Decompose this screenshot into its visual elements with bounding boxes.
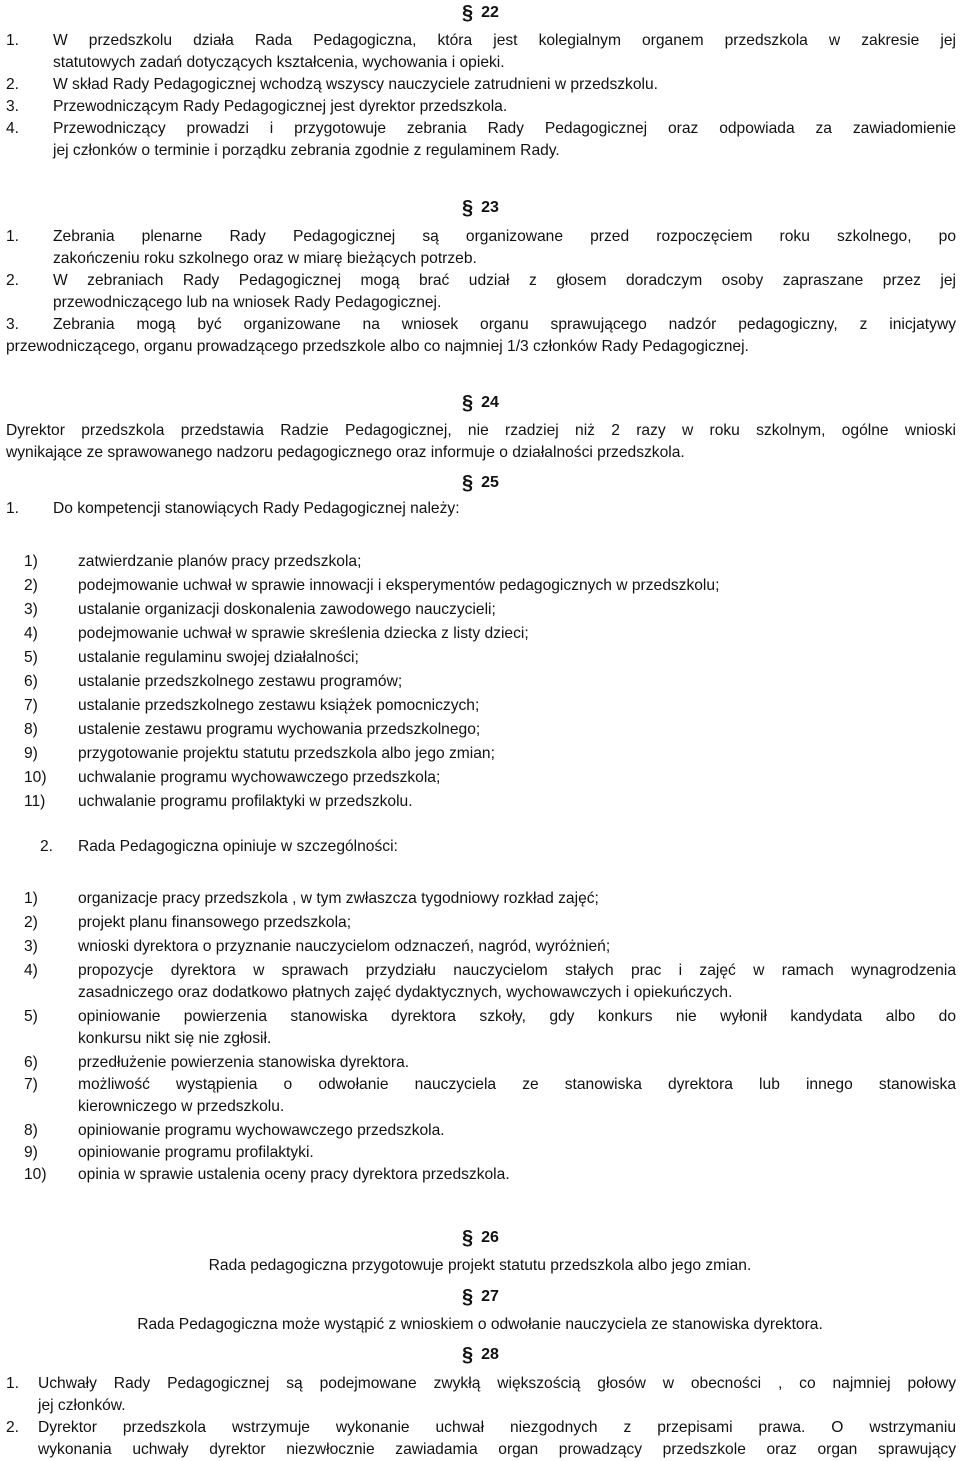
s23-item-3-line-1: Zebrania mogą być organizowane na wniosek organu sprawującego nadzór pedagogiczny, z inicjatywy bbox=[53, 316, 956, 333]
competence-item-number: 7) bbox=[24, 697, 38, 714]
s22-item-4-line-1: Przewodniczący prowadzi i przygotowuje zebrania Rady Pedagogicznej oraz odpowiada za zawiadomienie bbox=[53, 120, 956, 137]
opinion-item-line: możliwość wystąpienia o odwołanie nauczyciela ze stanowiska dyrektora lub innego stanowiska bbox=[78, 1076, 956, 1093]
competence-item-number: 2) bbox=[24, 577, 38, 594]
section-26-heading: § 26 bbox=[462, 1227, 499, 1249]
opinion-item-number: 4) bbox=[24, 962, 38, 979]
s28-item-2-line-2: wykonania uchwały dyrektor niezwłocznie zawiadamia organ prowadzący przedszkole oraz organ sprawujący bbox=[38, 1441, 956, 1458]
competence-item-number: 5) bbox=[24, 649, 38, 666]
s28-item-1-line-1: Uchwały Rady Pedagogicznej są podejmowane zwykłą większością głosów w obecności , co najmniej połowy bbox=[38, 1375, 956, 1392]
competence-item-number: 1) bbox=[24, 553, 38, 570]
s23-item-2-line-1: W zebraniach Rady Pedagogicznej mogą brać udział z głosem doradczym osoby zapraszane przez jej bbox=[53, 272, 956, 289]
competence-item-number: 10) bbox=[24, 769, 47, 786]
s22-item-4-line-2: jej członków o terminie i porządku zebrania zgodnie z regulaminem Rady. bbox=[53, 142, 560, 159]
s24-line-1: Dyrektor przedszkola przedstawia Radzie Pedagogicznej, nie rzadziej niż 2 razy w roku szkolnym, ogólne wnioski bbox=[6, 422, 956, 439]
opinion-item-number: 8) bbox=[24, 1122, 38, 1139]
opinion-item-line: przedłużenie powierzenia stanowiska dyrektora. bbox=[78, 1054, 410, 1071]
section-22-heading: § 22 bbox=[462, 2, 499, 24]
competence-item-text: uchwalanie programu profilaktyki w przedszkolu. bbox=[78, 793, 413, 810]
s22-item-1-line-2: statutowych zadań dotyczących kształcenia, wychowania i opieki. bbox=[53, 54, 505, 71]
s25-intro1-number: 1. bbox=[6, 500, 20, 517]
opinion-item-line: opiniowanie powierzenia stanowiska dyrektora szkoły, gdy konkurs nie wyłonił kandydata albo do bbox=[78, 1008, 956, 1025]
s23-item-2-number: 2. bbox=[6, 272, 20, 289]
section-24-heading: § 24 bbox=[462, 392, 499, 414]
s22-item-4-number: 4. bbox=[6, 120, 20, 137]
competence-item-text: ustalanie przedszkolnego zestawu programów; bbox=[78, 673, 403, 690]
opinion-item-line: zasadniczego oraz dodatkowo płatnych zajęć dydaktycznych, wychowawczych i opiekuńczych. bbox=[78, 984, 733, 1001]
s28-item-2-number: 2. bbox=[6, 1419, 20, 1436]
competence-item-text: podejmowanie uchwał w sprawie skreślenia dziecka z listy dzieci; bbox=[78, 625, 529, 642]
competence-item-text: przygotowanie projektu statutu przedszkola albo jego zmian; bbox=[78, 745, 495, 762]
s22-item-1-number: 1. bbox=[6, 32, 20, 49]
s22-item-1-line-1: W przedszkolu działa Rada Pedagogiczna, która jest kolegialnym organem przedszkola w zakresie jej bbox=[53, 32, 956, 49]
s28-item-1-line-2: jej członków. bbox=[38, 1397, 126, 1414]
section-28-heading: § 28 bbox=[462, 1344, 499, 1366]
opinion-item-number: 3) bbox=[24, 938, 38, 955]
competence-item-text: ustalanie przedszkolnego zestawu książek pomocniczych; bbox=[78, 697, 480, 714]
s23-item-1-line-2: zakończeniu roku szkolnego oraz w miarę bieżących potrzeb. bbox=[53, 250, 477, 267]
s25-intro1-text: Do kompetencji stanowiących Rady Pedagogicznej należy: bbox=[53, 500, 460, 517]
s23-item-3-line-2: przewodniczącego, organu prowadzącego przedszkole albo co najmniej 1/3 członków Rady Pedagogicznej. bbox=[6, 338, 749, 355]
competence-item-text: podejmowanie uchwał w sprawie innowacji i eksperymentów pedagogicznych w przedszkolu; bbox=[78, 577, 720, 594]
opinion-item-line: opiniowanie programu profilaktyki. bbox=[78, 1144, 314, 1161]
s23-item-2-line-2: przewodniczącego lub na wniosek Rady Pedagogicznej. bbox=[53, 294, 442, 311]
opinion-item-line: wnioski dyrektora o przyznanie nauczycielom odznaczeń, nagród, wyróżnień; bbox=[78, 938, 611, 955]
opinion-item-number: 7) bbox=[24, 1076, 38, 1093]
opinion-item-line: opiniowanie programu wychowawczego przedszkola. bbox=[78, 1122, 445, 1139]
competence-item-text: ustalenie zestawu programu wychowania przedszkolnego; bbox=[78, 721, 481, 738]
opinion-item-line: organizacje pracy przedszkola , w tym zwłaszcza tygodniowy rozkład zajęć; bbox=[78, 890, 599, 907]
opinion-item-number: 5) bbox=[24, 1008, 38, 1025]
opinion-item-line: konkursu nikt się nie zgłosił. bbox=[78, 1030, 272, 1047]
opinion-item-number: 1) bbox=[24, 890, 38, 907]
s25-intro2-text: Rada Pedagogiczna opiniuje w szczególności: bbox=[78, 838, 398, 855]
s23-item-1-line-1: Zebrania plenarne Rady Pedagogicznej są organizowane przed rozpoczęciem roku szkolnego, po bbox=[53, 228, 956, 245]
competence-item-number: 6) bbox=[24, 673, 38, 690]
s28-item-1-number: 1. bbox=[6, 1375, 20, 1392]
competence-item-text: ustalanie regulaminu swojej działalności; bbox=[78, 649, 359, 666]
opinion-item-line: opinia w sprawie ustalenia oceny pracy dyrektora przedszkola. bbox=[78, 1166, 510, 1183]
competence-item-text: uchwalanie programu wychowawczego przedszkola; bbox=[78, 769, 441, 786]
competence-item-text: zatwierdzanie planów pracy przedszkola; bbox=[78, 553, 362, 570]
s23-item-3-number: 3. bbox=[6, 316, 20, 333]
competence-item-number: 8) bbox=[24, 721, 38, 738]
s22-item-3-number: 3. bbox=[6, 98, 20, 115]
competence-item-number: 9) bbox=[24, 745, 38, 762]
opinion-item-number: 10) bbox=[24, 1166, 47, 1183]
s23-item-1-number: 1. bbox=[6, 228, 20, 245]
s26-text: Rada pedagogiczna przygotowuje projekt statutu przedszkola albo jego zmian. bbox=[208, 1257, 752, 1274]
s22-item-2-line-1: W skład Rady Pedagogicznej wchodzą wszyscy nauczyciele zatrudnieni w przedszkolu. bbox=[53, 76, 658, 93]
competence-item-text: ustalanie organizacji doskonalenia zawodowego nauczycieli; bbox=[78, 601, 496, 618]
section-23-heading: § 23 bbox=[462, 197, 499, 219]
opinion-item-line: kierowniczego w przedszkolu. bbox=[78, 1098, 285, 1115]
opinion-item-number: 2) bbox=[24, 914, 38, 931]
opinion-item-line: projekt planu finansowego przedszkola; bbox=[78, 914, 352, 931]
section-27-heading: § 27 bbox=[462, 1286, 499, 1308]
competence-item-number: 4) bbox=[24, 625, 38, 642]
opinion-item-line: propozycje dyrektora w sprawach przydziału nauczycielom stałych prac i zajęć w ramach wynagrodzenia bbox=[78, 962, 956, 979]
s24-line-2: wynikające ze sprawowanego nadzoru pedagogicznego oraz informuje o działalności przedszkola. bbox=[6, 444, 685, 461]
opinion-item-number: 9) bbox=[24, 1144, 38, 1161]
competence-item-number: 11) bbox=[24, 793, 46, 810]
s22-item-3-line-1: Przewodniczącym Rady Pedagogicznej jest dyrektor przedszkola. bbox=[53, 98, 508, 115]
s27-text: Rada Pedagogiczna może wystąpić z wnioskiem o odwołanie nauczyciela ze stanowiska dyrektora. bbox=[137, 1316, 823, 1333]
section-25-heading: § 25 bbox=[462, 472, 499, 494]
s28-item-2-line-1: Dyrektor przedszkola wstrzymuje wykonanie uchwał niezgodnych z przepisami prawa. O wstrzymaniu bbox=[38, 1419, 956, 1436]
opinion-item-number: 6) bbox=[24, 1054, 38, 1071]
competence-item-number: 3) bbox=[24, 601, 38, 618]
s25-intro2-number: 2. bbox=[40, 838, 54, 855]
s22-item-2-number: 2. bbox=[6, 76, 20, 93]
